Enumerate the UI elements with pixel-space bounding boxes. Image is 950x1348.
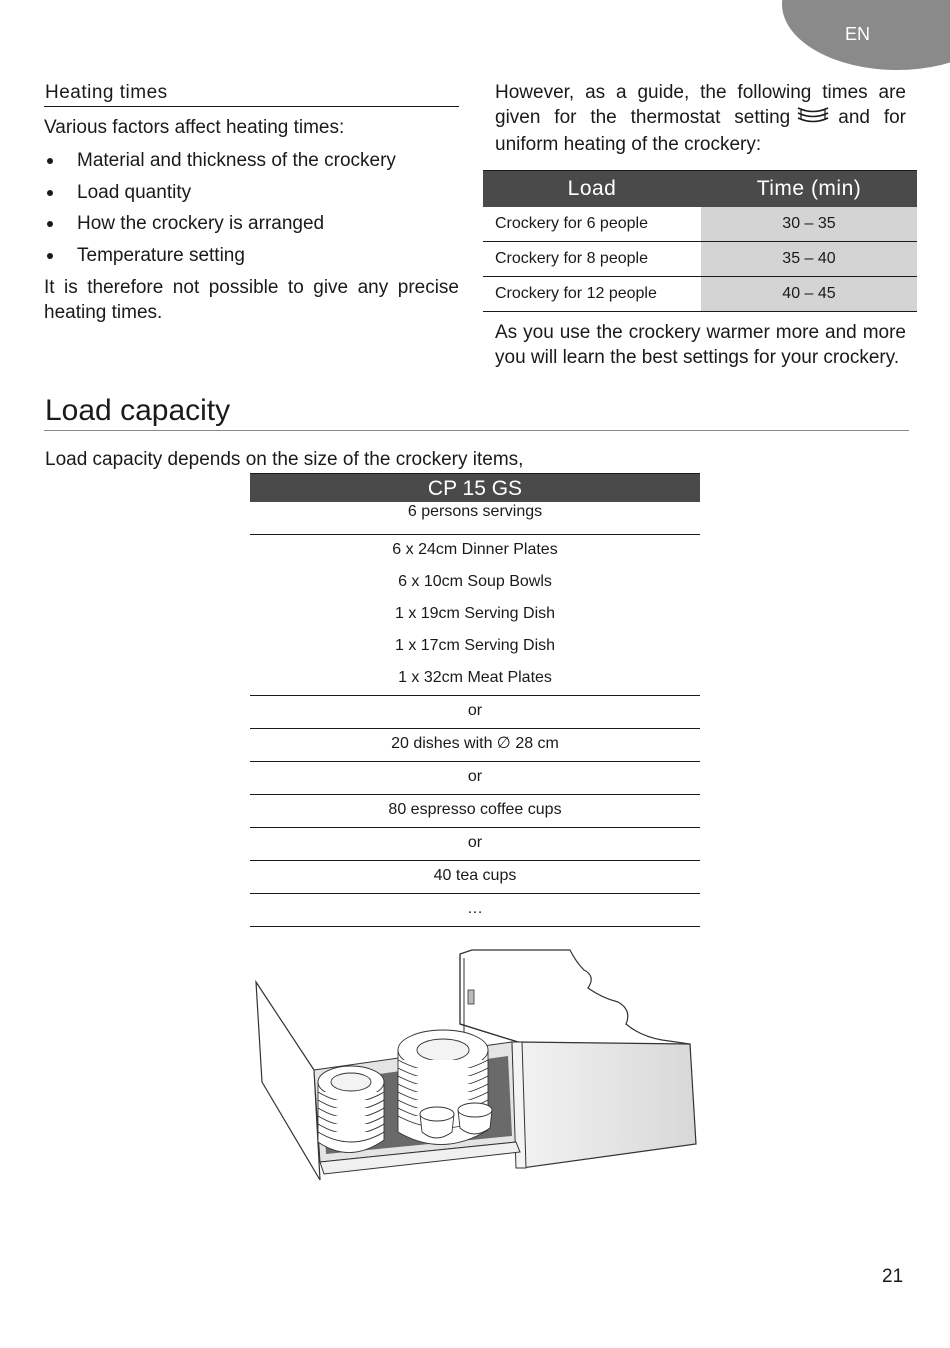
time-cell: 30 – 35 bbox=[701, 207, 917, 242]
heating-times-section bbox=[44, 80, 459, 325]
table-row bbox=[483, 277, 917, 312]
table-row: or bbox=[250, 762, 700, 795]
table-row: 40 tea cups bbox=[250, 861, 700, 894]
load-capacity-title: Load capacity bbox=[44, 394, 909, 431]
table-row: 80 espresso coffee cups bbox=[250, 795, 700, 828]
load-cell: Crockery for 8 people bbox=[483, 242, 701, 277]
list-item: Material and thickness of the crockery bbox=[44, 145, 459, 177]
guide-intro-end: and for uniform heating of the crockery: bbox=[495, 107, 906, 155]
table-row: or bbox=[250, 696, 700, 729]
heating-times-table bbox=[483, 170, 917, 312]
table-row: 1 x 32cm Meat Plates bbox=[250, 663, 700, 696]
table-row: 6 x 24cm Dinner Plates bbox=[392, 541, 558, 558]
table-row: 1 x 17cm Serving Dish bbox=[394, 637, 556, 654]
load-cell: Crockery for 6 people bbox=[483, 207, 701, 242]
heating-times-title: Heating times bbox=[44, 80, 459, 107]
table-row: or bbox=[250, 828, 700, 861]
heating-times-intro: Various factors affect heating times: bbox=[44, 117, 345, 138]
column-header-time: Time (min) bbox=[701, 171, 917, 208]
table-row: … bbox=[250, 894, 700, 927]
load-capacity-intro: Load capacity depends on the size of the crockery items, bbox=[45, 449, 524, 470]
table-row: 20 dishes with ∅ 28 cm bbox=[250, 729, 700, 762]
factor-list bbox=[44, 145, 459, 271]
guide-intro-start: However, as a guide, the following times are given for the thermostat setting bbox=[495, 82, 906, 128]
table-row: 1 x 19cm Serving Dish bbox=[394, 605, 556, 622]
load-capacity-table bbox=[250, 473, 700, 927]
table-row: 6 persons servings bbox=[250, 502, 700, 535]
list-item: How the crockery is arranged bbox=[44, 208, 459, 240]
language-label: EN bbox=[845, 24, 871, 44]
table-row bbox=[483, 242, 917, 277]
crockery-warmer-drawer-illustration bbox=[250, 932, 700, 1189]
guide-outro: As you use the crockery warmer more and more you will learn the best settings for your crockery. bbox=[495, 322, 906, 368]
page-number: 21 bbox=[882, 1266, 904, 1287]
load-cell: Crockery for 12 people bbox=[483, 277, 701, 312]
guide-intro bbox=[483, 80, 917, 157]
column-header-load: Load bbox=[483, 171, 701, 208]
heating-times-conclusion: It is therefore not possible to give any precise heating times. bbox=[44, 277, 459, 324]
guide-section bbox=[483, 80, 917, 370]
time-cell: 35 – 40 bbox=[701, 242, 917, 277]
thermostat-plates-icon bbox=[796, 105, 830, 132]
list-item: Temperature setting bbox=[44, 240, 459, 272]
model-header: CP 15 GS bbox=[250, 473, 700, 502]
table-row: 6 x 10cm Soup Bowls bbox=[398, 573, 552, 590]
list-item: Load quantity bbox=[44, 177, 459, 209]
table-row bbox=[483, 207, 917, 242]
time-cell: 40 – 45 bbox=[701, 277, 917, 312]
